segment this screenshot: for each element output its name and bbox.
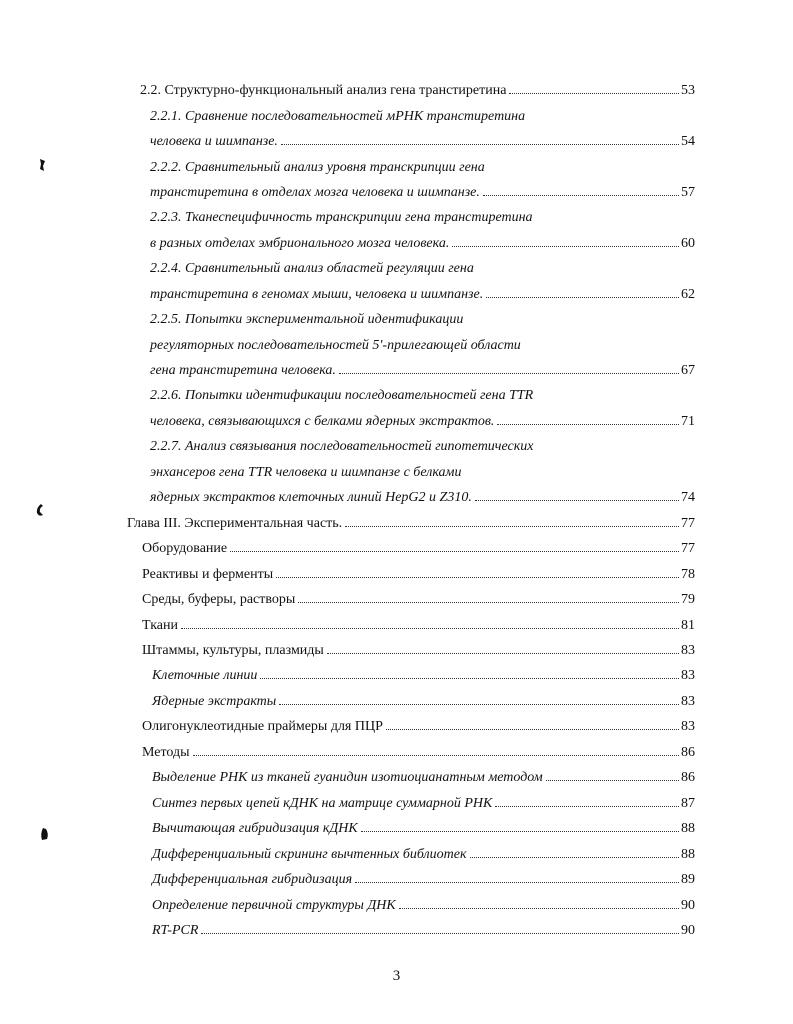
scan-speck [38,826,50,842]
dot-leader [483,194,679,196]
toc-entry[interactable] [150,285,695,305]
dot-leader [298,601,679,603]
dot-leader [497,423,679,425]
page-number: 3 [392,968,401,984]
toc-page-number: 77 [681,516,695,531]
toc-subentry[interactable] [152,768,695,788]
dot-leader [230,550,679,552]
dot-leader [475,499,679,501]
toc-page-number: 83 [681,694,695,709]
toc-entry-title-cont: регуляторных последовательностей 5'-прилегающей области [150,338,521,353]
toc-entry[interactable] [142,539,695,559]
toc-entry-title: Дифференциальный скрининг вычтенных библиотек [152,847,467,862]
toc-page-number: 79 [681,592,695,607]
toc-chapter-entry[interactable] [127,514,695,534]
toc-entry-title: Синтез первых цепей кДНК на матрице суммарной РНК [152,796,493,811]
toc-page-number: 62 [681,287,695,302]
dot-leader [327,652,679,654]
toc-entry[interactable] [150,361,695,381]
toc-entry-title: Вычитающая гибридизация кДНК [152,821,358,836]
toc-entry-title: Ткани [142,618,178,633]
dot-leader [345,525,679,527]
toc-page-number: 88 [681,821,695,836]
toc-page-number: 86 [681,745,695,760]
toc-entry-title: Штаммы, культуры, плазмиды [142,643,324,658]
toc-subentry[interactable] [152,666,695,686]
toc-subentry[interactable] [152,896,695,916]
toc-entry[interactable] [150,488,695,508]
toc-page-number: 83 [681,719,695,734]
dot-leader [386,728,679,730]
dot-leader [470,856,679,858]
toc-page-number: 87 [681,796,695,811]
toc-entry[interactable] [150,412,695,432]
dot-leader [181,627,679,629]
dot-leader [509,92,679,94]
toc-entry-title-cont: гена транстиретина человека. [150,363,336,378]
toc-page-number: 89 [681,872,695,887]
toc-entry[interactable] [142,590,695,610]
dot-leader [281,143,679,145]
toc-subentry[interactable] [152,845,695,865]
toc-subentry[interactable] [152,692,695,712]
toc-entry-title-cont: человека, связывающихся с белками ядерных экстрактов. [150,414,495,429]
dot-leader [452,245,679,247]
toc-entry[interactable] [150,132,695,152]
toc-subentry[interactable] [152,819,695,839]
toc-page-number: 86 [681,770,695,785]
toc-entry[interactable] [142,743,695,763]
dot-leader [361,830,679,832]
toc-page-number: 74 [681,490,695,505]
toc-subentry[interactable] [152,870,695,890]
dot-leader [276,576,679,578]
toc-entry-title-cont: человека и шимпанзе. [150,134,278,149]
toc-page-number: 88 [681,847,695,862]
toc-page-number: 71 [681,414,695,429]
toc-page-number: 53 [681,83,695,98]
toc-entry-title: 2.2. Структурно-функциональный анализ гена транстиретина [140,83,507,98]
dot-leader [260,677,679,679]
toc-page-number: 83 [681,643,695,658]
toc-entry[interactable] [142,641,695,661]
toc-entry-title: Ядерные экстракты [152,694,277,709]
toc-entry[interactable] [150,234,695,254]
toc-entry-title-cont: транстиретина в геномах мыши, человека и шимпанзе. [150,287,484,302]
toc-entry-title-cont: энхансеров гена TTR человека и шимпанзе с белками [150,465,462,480]
toc-subentry[interactable] [152,794,695,814]
toc-entry-title-cont: ядерных экстрактов клеточных линий HepG2 и Z310. [150,490,472,505]
dot-leader [279,703,679,705]
toc-entry-title: Методы [142,745,190,760]
toc-page-number: 90 [681,923,695,938]
dot-leader [546,779,679,781]
toc-entry-title: Клеточные линии [152,668,258,683]
toc-entry-title: Реактивы и ферменты [142,567,274,582]
dot-leader [486,296,679,298]
toc-entry-title-cont: в разных отделах эмбрионального мозга человека. [150,236,450,251]
toc-entry[interactable] [142,717,695,737]
toc-page-number: 83 [681,668,695,683]
scan-speck [37,157,47,173]
toc-entry[interactable] [142,565,695,585]
toc-entry-title: Среды, буферы, растворы [142,592,296,607]
toc-entry-title-cont: транстиретина в отделах мозга человека и шимпанзе. [150,185,480,200]
toc-entry-title: Выделение РНК из тканей гуанидин изотиоцианатным методом [152,770,543,785]
dot-leader [339,372,679,374]
dot-leader [399,907,679,909]
dot-leader [495,805,679,807]
toc-entry-title: Олигонуклеотидные праймеры для ПЦР [142,719,383,734]
toc-entry-title: 2.2.1. Сравнение последовательностей мРНК транстиретина [150,109,526,124]
dot-leader [355,881,679,883]
scan-speck [34,502,46,518]
toc-entry[interactable] [150,183,695,203]
toc-entry-title: 2.2.6. Попытки идентификации последовательностей гена TTR [150,388,534,403]
toc-entry-title: 2.2.7. Анализ связывания последовательностей гипотетических [150,439,534,454]
toc-page-number: 67 [681,363,695,378]
toc-entry-title: 2.2.2. Сравнительный анализ уровня транскрипции гена [150,160,485,175]
toc-page-number: 54 [681,134,695,149]
toc-page-number: 90 [681,898,695,913]
toc-entry-title: Глава III. Экспериментальная часть. [127,516,343,531]
toc-page-number: 81 [681,618,695,633]
toc-page-number: 57 [681,185,695,200]
toc-page-number: 60 [681,236,695,251]
toc-entry-title: RT-PCR [152,923,199,938]
toc-entry-title: 2.2.5. Попытки экспериментальной идентификации [150,312,464,327]
toc-entry-title: 2.2.4. Сравнительный анализ областей регуляции гена [150,261,474,276]
toc-entry-title: Определение первичной структуры ДНК [152,898,396,913]
toc-entry[interactable] [142,616,695,636]
toc-page-number: 77 [681,541,695,556]
toc-entry[interactable] [140,81,695,101]
toc-entry-title: Оборудование [142,541,228,556]
toc-entry-title: Дифференциальная гибридизация [152,872,353,887]
toc-page-number: 78 [681,567,695,582]
toc-subentry[interactable] [152,921,695,941]
toc-entry-title: 2.2.3. Тканеспецифичность транскрипции гена транстиретина [150,210,533,225]
dot-leader [201,932,679,934]
dot-leader [193,754,679,756]
